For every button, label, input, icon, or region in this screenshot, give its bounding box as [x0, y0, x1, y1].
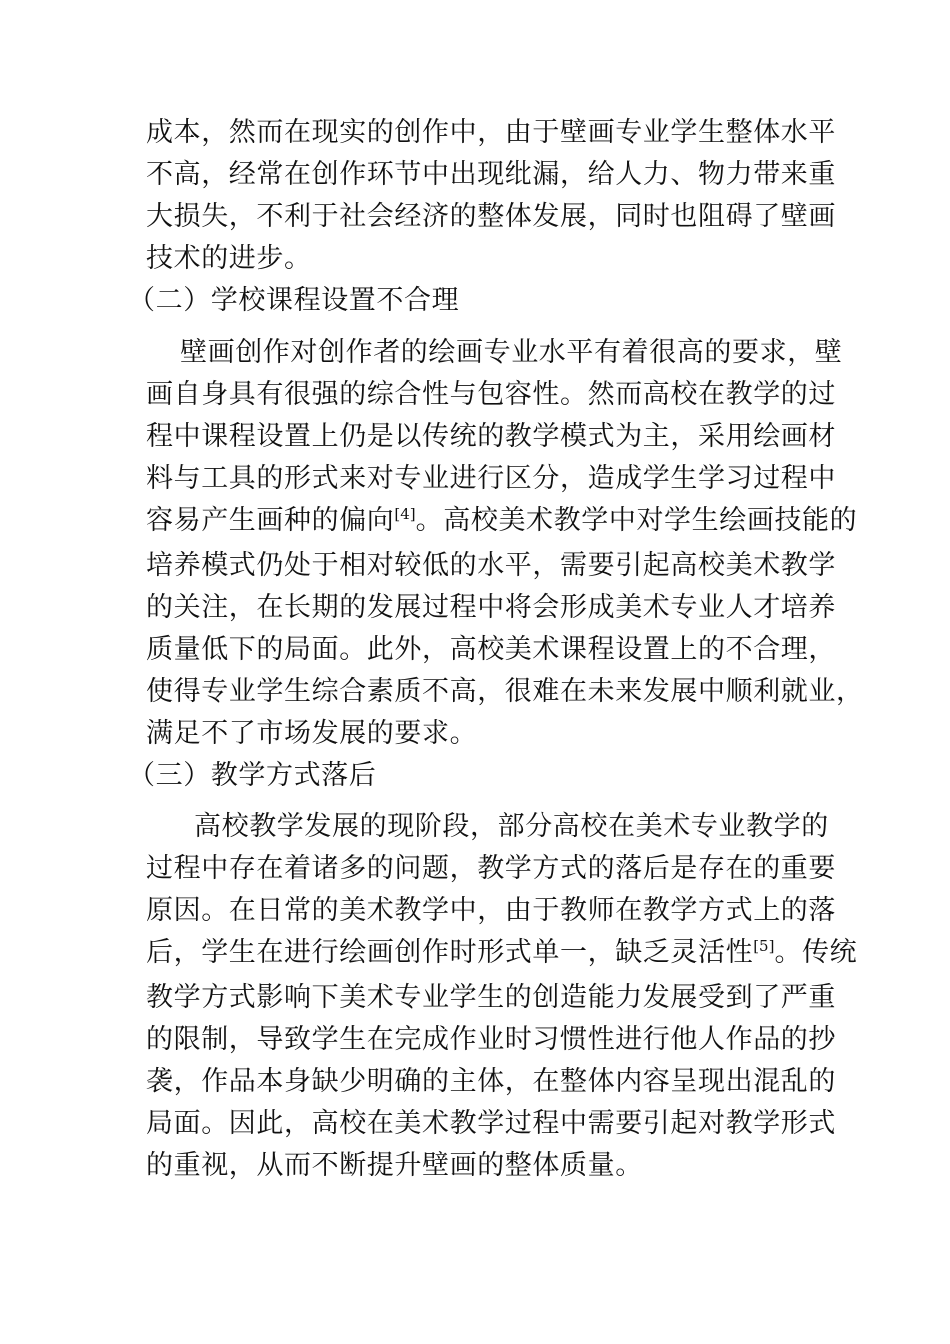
paragraph-line-14: 满足不了市场发展的要求。: [146, 718, 478, 749]
paragraph-line-18-text-a: 后，学生在进行绘画创作时形式单一，缺乏灵活性: [146, 937, 754, 968]
paragraph-line-19: 教学方式影响下美术专业学生的创造能力发展受到了严重: [146, 982, 836, 1013]
paragraph-line-13: 使得专业学生综合素质不高，很难在未来发展中顺利就业，: [146, 676, 864, 707]
section-heading-2: （二）学校课程设置不合理: [128, 285, 460, 316]
paragraph-line-16: 过程中存在着诸多的问题，教学方式的落后是存在的重要: [146, 853, 836, 884]
paragraph-line-23: 的重视，从而不断提升壁画的整体质量。: [146, 1150, 643, 1181]
paragraph-line-2: 不高，经常在创作环节中出现纰漏，给人力、物力带来重: [146, 159, 836, 190]
paragraph-line-15: 高校教学发展的现阶段，部分高校在美术专业教学的: [194, 811, 829, 842]
paragraph-line-4: 技术的进步。: [146, 243, 312, 274]
citation-5: [5]: [753, 937, 775, 955]
paragraph-line-9-text-b: 。高校美术教学中对学生绘画技能的: [415, 505, 858, 536]
paragraph-line-9: [146, 503, 857, 539]
paragraph-line-18-text-b: 。传统: [774, 937, 858, 968]
paragraph-line-5: 壁画创作对创作者的绘画专业水平有着很高的要求，壁: [180, 337, 843, 368]
paragraph-line-10: 培养模式仍处于相对较低的水平，需要引起高校美术教学: [146, 550, 836, 581]
paragraph-line-21: 袭，作品本身缺少明确的主体，在整体内容呈现出混乱的: [146, 1066, 836, 1097]
citation-4: [4]: [394, 505, 416, 523]
paragraph-line-6: 画自身具有很强的综合性与包容性。然而高校在教学的过: [146, 379, 836, 410]
paragraph-line-17: 原因。在日常的美术教学中，由于教师在教学方式上的落: [146, 895, 836, 926]
paragraph-line-22: 局面。因此，高校在美术教学过程中需要引起对教学形式: [146, 1108, 836, 1139]
paragraph-line-20: 的限制，导致学生在完成作业时习惯性进行他人作品的抄: [146, 1024, 836, 1055]
paragraph-line-8: 料与工具的形式来对专业进行区分，造成学生学习过程中: [146, 463, 836, 494]
paragraph-line-9-text-a: 容易产生画种的偏向: [146, 505, 395, 536]
paragraph-line-12: 质量低下的局面。此外，高校美术课程设置上的不合理，: [146, 634, 836, 665]
paragraph-line-7: 程中课程设置上仍是以传统的教学模式为主，采用绘画材: [146, 421, 836, 452]
paragraph-line-1: 成本，然而在现实的创作中，由于壁画专业学生整体水平: [146, 117, 836, 148]
section-heading-3: （三）教学方式落后: [128, 760, 377, 791]
paragraph-line-3: 大损失，不利于社会经济的整体发展，同时也阻碍了壁画: [146, 201, 836, 232]
paragraph-line-18: [146, 935, 857, 971]
paragraph-line-11: 的关注，在长期的发展过程中将会形成美术专业人才培养: [146, 592, 836, 623]
